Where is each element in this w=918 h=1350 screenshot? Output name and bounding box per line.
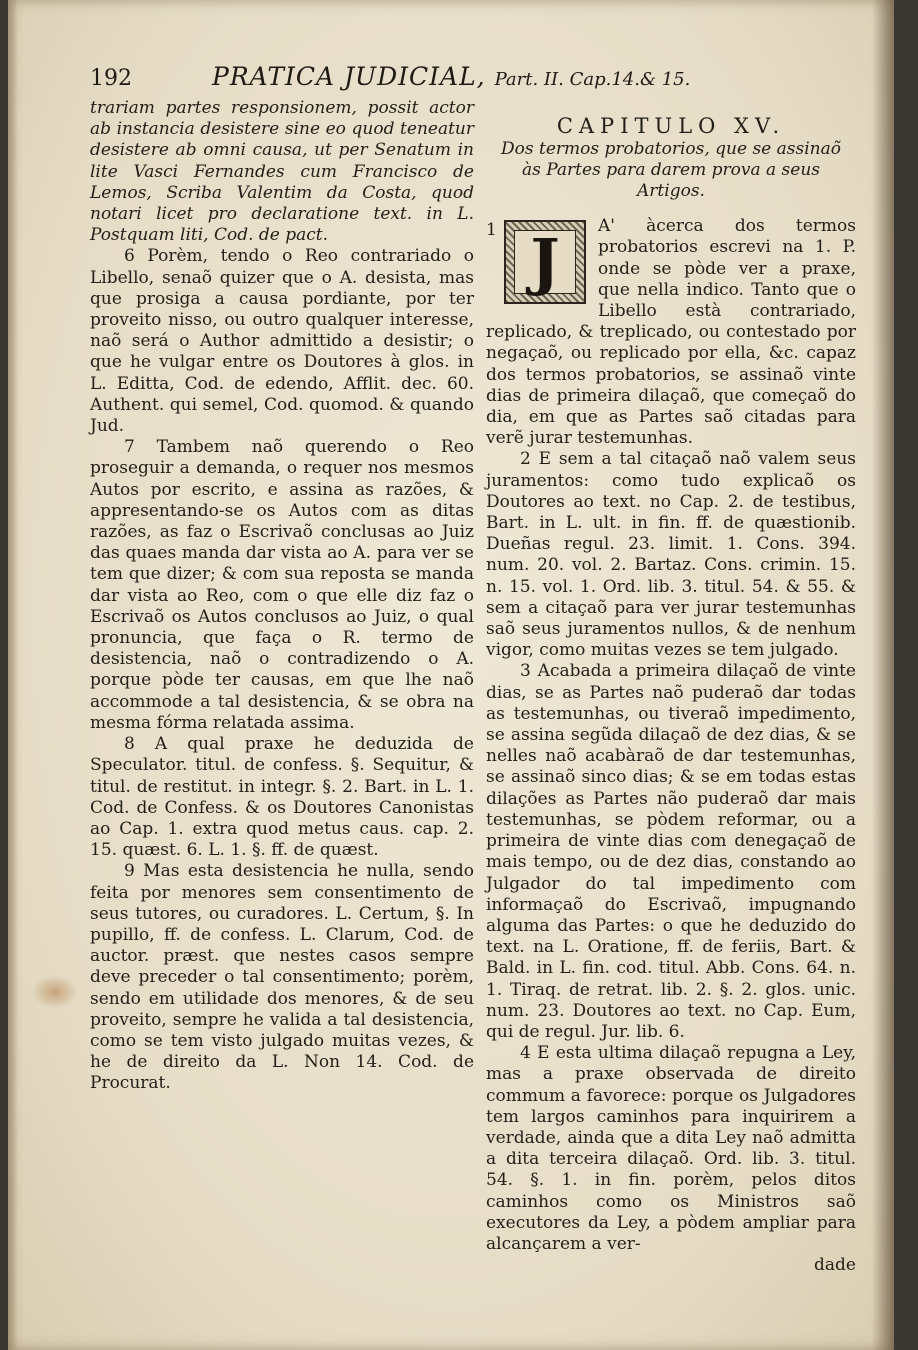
book-page — [8, 0, 894, 1350]
paragraph-6: 6 Porèm, tendo o Reo contrariado o Libello, senaõ quizer que o A. desista, mas que prosiga a causa pordiante, por ter proveito nisso, ou outro qualquer interesse, naõ será o Author admittido a desistir; o que he vulgar entre os Doutores à glos. in L. Editta, Cod. de edendo, Afflit. dec. 60. Authent. qui semel, Cod. quomod. & quando Jud. — [90, 246, 474, 437]
ornamental-initial-frame — [514, 225, 576, 299]
page-left-edge — [8, 0, 18, 1350]
catchword: dade — [814, 1255, 856, 1276]
left-column — [90, 98, 474, 1095]
chapter-title: CAPITULO XV. — [556, 114, 786, 138]
chapter-subtitle: Dos termos probatorios, que se assinaõ às Partes para darem prova a seus Artigos. — [501, 139, 841, 202]
running-header — [90, 60, 890, 96]
ornamental-initial — [504, 220, 586, 304]
running-title-sub: Part. II. Cap.14.& 15. — [494, 69, 691, 90]
right-column — [486, 116, 856, 1276]
running-title — [212, 62, 690, 91]
page-number: 192 — [90, 66, 132, 91]
paper-stain — [32, 975, 78, 1009]
drop-cap-letter: J — [530, 225, 560, 299]
paragraph-9: 9 Mas esta desistencia he nulla, sendo feita por menores sem consentimento de seus tutores, ou curadores. L. Certum, §. In pupillo, ff. de confess. L. Clarum, Cod. de auctor. præst. que nestes casos sempre deve preceder o tal consentimento; porèm, sendo em utilidade dos menores, & de seu proveito, sempre he valida a tal desistencia, como se tem visto julgado muitas vezes, & he de direito da L. Non 14. Cod. de Procurat. — [90, 861, 474, 1094]
paragraph-4: 4 E esta ultima dilaçaõ repugna a Ley, mas a praxe observada de direito commum a favorece: porque os Julgadores tem largos caminhos para inquirirem a verdade, ainda que a dita Ley naõ admitta a dita terceira dilaçaõ. Ord. lib. 3. titul. 54. §. 1. in fin. porèm, pelos ditos caminhos como os Ministros saõ executores da Ley, a pòdem ampliar para alcançarem a ver- — [486, 1043, 856, 1254]
paragraph-number: 1 — [486, 220, 497, 241]
paragraph-continued: trariam partes responsionem, possit actor ab instancia desistere sine eo quod teneatur desistere ab omni causa, ut per Senatum in lite Vasci Fernandes cum Francisco de Lemos, Scriba Valentim da Costa, quod notari licet pro declaratione text. in L. Postquam liti, Cod. de pact. — [90, 98, 474, 246]
paragraph-7: 7 Tambem naõ querendo o Reo proseguir a demanda, o requer nos mesmos Autos por escrito, e assina as razões, & appresentando-se os Autos com as ditas razões, as faz o Escrivaõ conclusas ao Juiz das quaes manda dar vista ao A. para ver se tem que dizer; & com sua reposta se manda dar vista ao Reo, com o que elle diz faz o Escrivaõ os Autos conclusos ao Juiz, o qual pronuncia, que faça o R. termo de desistencia, naõ o contradizendo o A. porque pòde ter causas, em que lhe naõ accommode a tal desistencia, & se obra na mesma fórma relatada assima. — [90, 437, 474, 733]
paragraph-1: A' àcerca dos termos probatorios escrevi na 1. P. onde se pòde ver a praxe, que nella indico. Tanto que o Libello està contrariado, replicado, & treplicado, ou contestado por negaçaõ, ou replicado por ella, &c. capaz dos termos probatorios, se assinaõ vinte dias de primeira dilaçaõ, que começaõ do dia, em que as Partes saõ citadas para verẽ jurar testemunhas. — [486, 216, 856, 449]
paragraph-1-block — [486, 216, 856, 449]
paragraph-8: 8 A qual praxe he deduzida de Speculator. titul. de confess. §. Sequitur, & titul. de restitut. in integr. §. 2. Bart. in L. 1. Cod. de Confess. & os Doutores Canonistas ao Cap. 1. extra quod metus caus. cap. 2. 15. quæst. 6. L. 1. §. ff. de quæst. — [90, 734, 474, 861]
page-gutter-shadow — [872, 0, 894, 1350]
running-title-main: PRATICA JUDICIAL, — [212, 62, 486, 91]
paragraph-2: 2 E sem a tal citaçaõ naõ valem seus juramentos: como tudo explicaõ os Doutores ao text. no Cap. 2. de testibus, Bart. in L. ult. in fin. ff. de quæstionib. Dueñas regul. 23. limit. 1. Cons. 394. num. 20. vol. 2. Bartaz. Cons. crimin. 15. n. 15. vol. 1. Ord. lib. 3. titul. 54. & 55. & sem a citaçaõ para ver jurar testemunhas saõ seus juramentos nullos, & de nenhum vigor, como muitas vezes se tem julgado. — [486, 449, 856, 661]
paragraph-3: 3 Acabada a primeira dilaçaõ de vinte dias, se as Partes naõ puderaõ dar todas as testemunhas, ou tiveraõ impedimento, se assina segũda dilaçaõ de dez dias, & se nelles naõ acabàraõ de dar testemunhas, se assinaõ sinco dias; & se em todas estas dilações as Partes não puderaõ dar mais testemunhas, se pòdem reformar, ou a primeira de vinte dias com denegaçaõ de mais tempo, ou de dez dias, constando ao Julgador do tal impedimento com informaçaõ do Escrivaõ, impugnando alguma das Partes: o que he deduzido do text. na L. Oratione, ff. de feriis, Bart. & Bald. in L. fin. cod. titul. Abb. Cons. 64. n. 1. Tiraq. de retrat. lib. 2. §. 2. glos. unic. num. 23. Doutores ao text. no Cap. Eum, qui de regul. Jur. lib. 6. — [486, 661, 856, 1042]
